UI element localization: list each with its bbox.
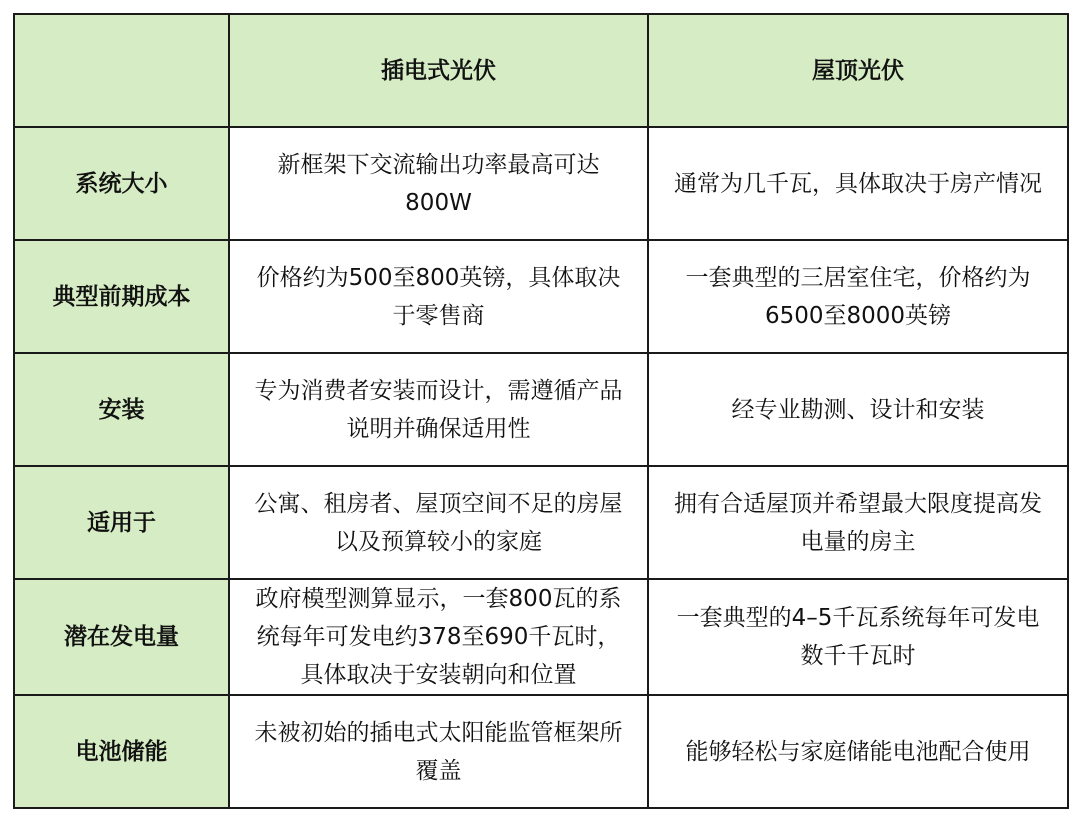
- table-row: [14, 695, 1068, 808]
- cell-plugin-pv: [229, 466, 648, 579]
- cell-plugin-pv: [229, 353, 648, 466]
- table-row: [14, 240, 1068, 353]
- cell-text-line: 能够轻松与家庭储能电池配合使用: [685, 738, 1031, 765]
- cell-rooftop-pv: [648, 579, 1068, 695]
- cell-rooftop-pv: [648, 695, 1068, 808]
- cell-text-line: 数千千瓦时: [800, 643, 916, 669]
- cell-plugin-pv: [229, 579, 648, 695]
- row-label: 系统大小: [14, 127, 229, 240]
- cell-text-line: 专为消费者安装而设计，需遵循产品: [254, 377, 623, 404]
- table-header-row: [14, 14, 1068, 127]
- cell-rooftop-pv: [648, 127, 1068, 240]
- row-label: 潜在发电量: [14, 579, 229, 695]
- cell-text-line: 统每年可发电约378至690千瓦时，: [256, 624, 621, 650]
- header-plugin-pv: 插电式光伏: [229, 14, 648, 127]
- cell-text-line: 于零售商: [392, 302, 485, 329]
- table-row: [14, 127, 1068, 240]
- cell-rooftop-pv: [648, 240, 1068, 353]
- cell-text-line: 800W: [405, 189, 472, 216]
- cell-text-line: 新框架下交流输出功率最高可达: [277, 151, 600, 178]
- cell-text-line: 一套典型的4–5千瓦系统每年可发电: [676, 605, 1040, 631]
- cell-text-line: 电量的房主: [800, 528, 916, 555]
- cell-plugin-pv: [229, 240, 648, 353]
- table-row: [14, 579, 1068, 695]
- comparison-table: [13, 13, 1069, 809]
- cell-text-line: 拥有合适屋顶并希望最大限度提高发: [674, 490, 1042, 517]
- row-label: 安装: [14, 353, 229, 466]
- header-rooftop-pv: 屋顶光伏: [648, 14, 1068, 127]
- cell-text-line: 通常为几千瓦，具体取决于房产情况: [674, 170, 1042, 197]
- cell-plugin-pv: [229, 695, 648, 808]
- cell-text-line: 6500至8000英镑: [764, 302, 952, 329]
- cell-text-line: 价格约为500至800英镑，具体取决: [256, 264, 621, 291]
- cell-rooftop-pv: [648, 353, 1068, 466]
- cell-text-line: 说明并确保适用性: [346, 415, 531, 442]
- cell-text-line: 政府模型测算显示，一套800瓦的系: [255, 586, 622, 612]
- row-label: 典型前期成本: [14, 240, 229, 353]
- cell-text-line: 具体取决于安装朝向和位置: [300, 662, 577, 688]
- cell-text-line: 一套典型的三居室住宅，价格约为: [685, 264, 1031, 291]
- cell-plugin-pv: [229, 127, 648, 240]
- cell-text-line: 以及预算较小的家庭: [335, 528, 542, 555]
- table-row: [14, 353, 1068, 466]
- cell-text-line: 经专业勘测、设计和安装: [731, 396, 985, 423]
- table-row: [14, 466, 1068, 579]
- cell-text-line: 公寓、租房者、屋顶空间不足的房屋: [254, 490, 623, 517]
- cell-text-line: 未被初始的插电式太阳能监管框架所: [254, 719, 623, 746]
- cell-text-line: 覆盖: [415, 757, 462, 784]
- row-label: 适用于: [14, 466, 229, 579]
- cell-rooftop-pv: [648, 466, 1068, 579]
- corner-cell: [14, 14, 229, 127]
- row-label: 电池储能: [14, 695, 229, 808]
